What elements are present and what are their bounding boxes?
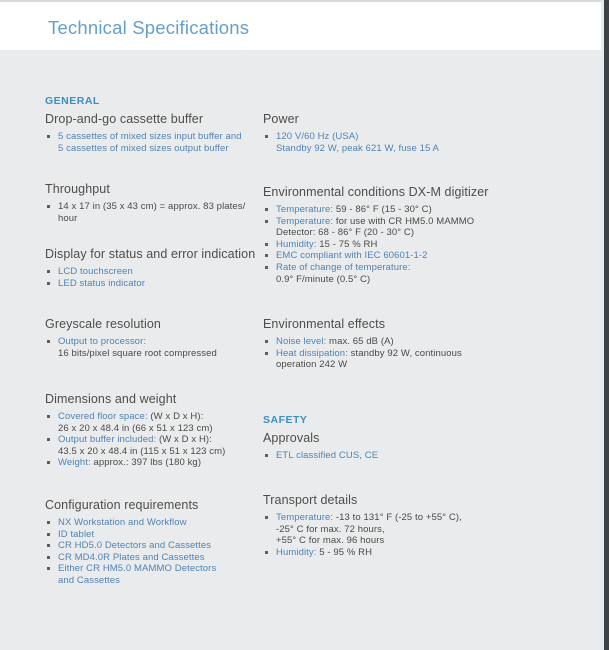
section-heading: Drop-and-go cassette buffer <box>45 112 204 126</box>
spec-item-text: Output buffer included: (W x D x H): 43.5 x 20 x 48.4 in (115 x 51 x 123 cm) <box>58 434 226 457</box>
spec-item-text: Either CR HM5.0 MAMMO Detectors and Cassettes <box>58 563 217 586</box>
section-approvals <box>263 431 578 462</box>
section-configuration-requirements <box>45 498 260 587</box>
spec-item-text: ETL classified CUS, CE <box>276 450 379 461</box>
spec-item <box>45 517 260 529</box>
bullet-icon <box>265 254 268 257</box>
spec-item <box>45 411 260 434</box>
section-transport-details <box>263 493 578 558</box>
spec-item-text: Temperature: -13 to 131° F (-25 to +55° C), -25° C for max. 72 hours, +55° C for max. 96 hours <box>276 512 462 547</box>
spec-item <box>263 239 578 251</box>
section-throughput <box>45 182 260 224</box>
bullet-icon <box>47 521 50 524</box>
bullet-icon <box>47 533 50 536</box>
spec-item <box>263 250 578 262</box>
spec-item <box>45 434 260 457</box>
spec-item-text: Temperature: 59 - 86° F (15 - 30° C) <box>276 204 432 215</box>
spec-item-text: 14 x 17 in (35 x 43 cm) = approx. 83 plates/ hour <box>58 201 246 224</box>
section-heading: Transport details <box>263 493 358 507</box>
spec-item-text: ID tablet <box>58 528 95 540</box>
spec-item-text: LCD touchscreen <box>58 266 133 277</box>
section-power <box>263 112 578 154</box>
spec-item-text: Humidity: 15 - 75 % RH <box>276 238 378 250</box>
spec-list <box>263 512 578 558</box>
spec-item-text: 5 cassettes of mixed sizes input buffer and 5 cassettes of mixed sizes output buffer <box>58 131 242 154</box>
bullet-icon <box>265 266 268 269</box>
spec-item-text: Noise level: max. 65 dB (A) <box>276 336 394 347</box>
section-heading: Environmental conditions DX-M digitizer <box>263 185 489 199</box>
spec-item <box>263 204 578 216</box>
spec-item <box>45 278 260 290</box>
section-heading: Configuration requirements <box>45 498 199 512</box>
section-heading: Environmental effects <box>263 317 386 331</box>
spec-item-text: NX Workstation and Workflow <box>58 517 187 528</box>
section-cassette-buffer <box>45 112 260 154</box>
bullet-icon <box>265 243 268 246</box>
bullet-icon <box>47 461 50 464</box>
spec-item-text: Output to processor: 16 bits/pixel square root compressed <box>58 336 217 359</box>
section-greyscale-resolution <box>45 317 260 359</box>
spec-list <box>45 266 260 289</box>
spec-list <box>263 131 578 154</box>
right-edge-dark-strip <box>604 0 609 650</box>
bullet-icon <box>265 340 268 343</box>
spec-item-text: Temperature: for use with CR HM5.0 MAMMO Detector: 68 - 86° F (20 - 30° C) <box>276 215 475 239</box>
bullet-icon <box>265 551 268 554</box>
spec-item-text: CR MD4.0R Plates and Cassettes <box>58 551 205 563</box>
bullet-icon <box>265 454 268 457</box>
general-section-label: GENERAL <box>45 95 100 107</box>
spec-item-text: Humidity: 5 - 95 % RH <box>276 546 373 558</box>
spec-item <box>45 540 260 552</box>
bullet-icon <box>47 340 50 343</box>
safety-section-label: SAFETY <box>263 414 308 426</box>
bullet-icon <box>47 135 50 138</box>
spec-item <box>263 348 578 371</box>
spec-item <box>45 131 260 154</box>
spec-list <box>45 517 260 587</box>
section-heading: Dimensions and weight <box>45 392 177 406</box>
bullet-icon <box>47 544 50 547</box>
bullet-icon <box>265 352 268 355</box>
spec-list <box>45 336 260 359</box>
spec-item <box>45 529 260 541</box>
spec-item <box>45 563 260 586</box>
spec-item <box>263 216 578 239</box>
spec-item-text: 120 V/60 Hz (USA) Standby 92 W, peak 621 W, fuse 15 A <box>276 131 439 154</box>
spec-list <box>263 336 578 371</box>
bullet-icon <box>265 135 268 138</box>
bullet-icon <box>265 220 268 223</box>
spec-list <box>45 201 260 224</box>
spec-item-text: Covered floor space: (W x D x H): 26 x 20 x 48.4 in (66 x 51 x 123 cm) <box>58 411 213 434</box>
spec-item <box>263 450 578 462</box>
bullet-icon <box>265 208 268 211</box>
section-heading: Approvals <box>263 431 320 445</box>
spec-item <box>263 131 578 154</box>
top-edge-strip <box>0 0 609 2</box>
spec-item <box>45 552 260 564</box>
bullet-icon <box>265 516 268 519</box>
spec-item <box>45 336 260 359</box>
bullet-icon <box>47 205 50 208</box>
spec-item <box>45 201 260 224</box>
spec-item-text: Heat dissipation: standby 92 W, continuous operation 242 W <box>276 347 462 371</box>
spec-list <box>45 411 260 469</box>
spec-item-text: CR HD5.0 Detectors and Cassettes <box>58 540 212 552</box>
section-heading: Display for status and error indication <box>45 247 256 261</box>
spec-item-text: Rate of change of temperature: 0.9° F/minute (0.5° C) <box>276 261 411 285</box>
spec-list <box>263 450 578 462</box>
section-heading: Power <box>263 112 299 126</box>
spec-item <box>263 547 578 559</box>
spec-list <box>263 204 578 285</box>
bullet-icon <box>47 270 50 273</box>
spec-item-text: LED status indicator <box>58 277 146 289</box>
spec-item <box>45 266 260 278</box>
bullet-icon <box>47 415 50 418</box>
spec-item-text: Weight: approx.: 397 lbs (180 kg) <box>58 457 202 469</box>
spec-item <box>263 336 578 348</box>
spec-item-text: EMC compliant with IEC 60601-1-2 <box>276 250 428 262</box>
section-environmental-effects <box>263 317 578 371</box>
bullet-icon <box>47 567 50 570</box>
section-heading: Greyscale resolution <box>45 317 161 331</box>
section-heading: Throughput <box>45 182 110 196</box>
spec-item <box>263 512 578 547</box>
bullet-icon <box>47 556 50 559</box>
spec-item <box>263 262 578 285</box>
spec-list <box>45 131 260 154</box>
section-environmental-conditions <box>263 185 578 285</box>
section-dimensions-weight <box>45 392 260 469</box>
section-status-display <box>45 247 260 289</box>
page-title: Technical Specifications <box>48 17 250 38</box>
spec-item <box>45 457 260 469</box>
bullet-icon <box>47 438 50 441</box>
bullet-icon <box>47 282 50 285</box>
